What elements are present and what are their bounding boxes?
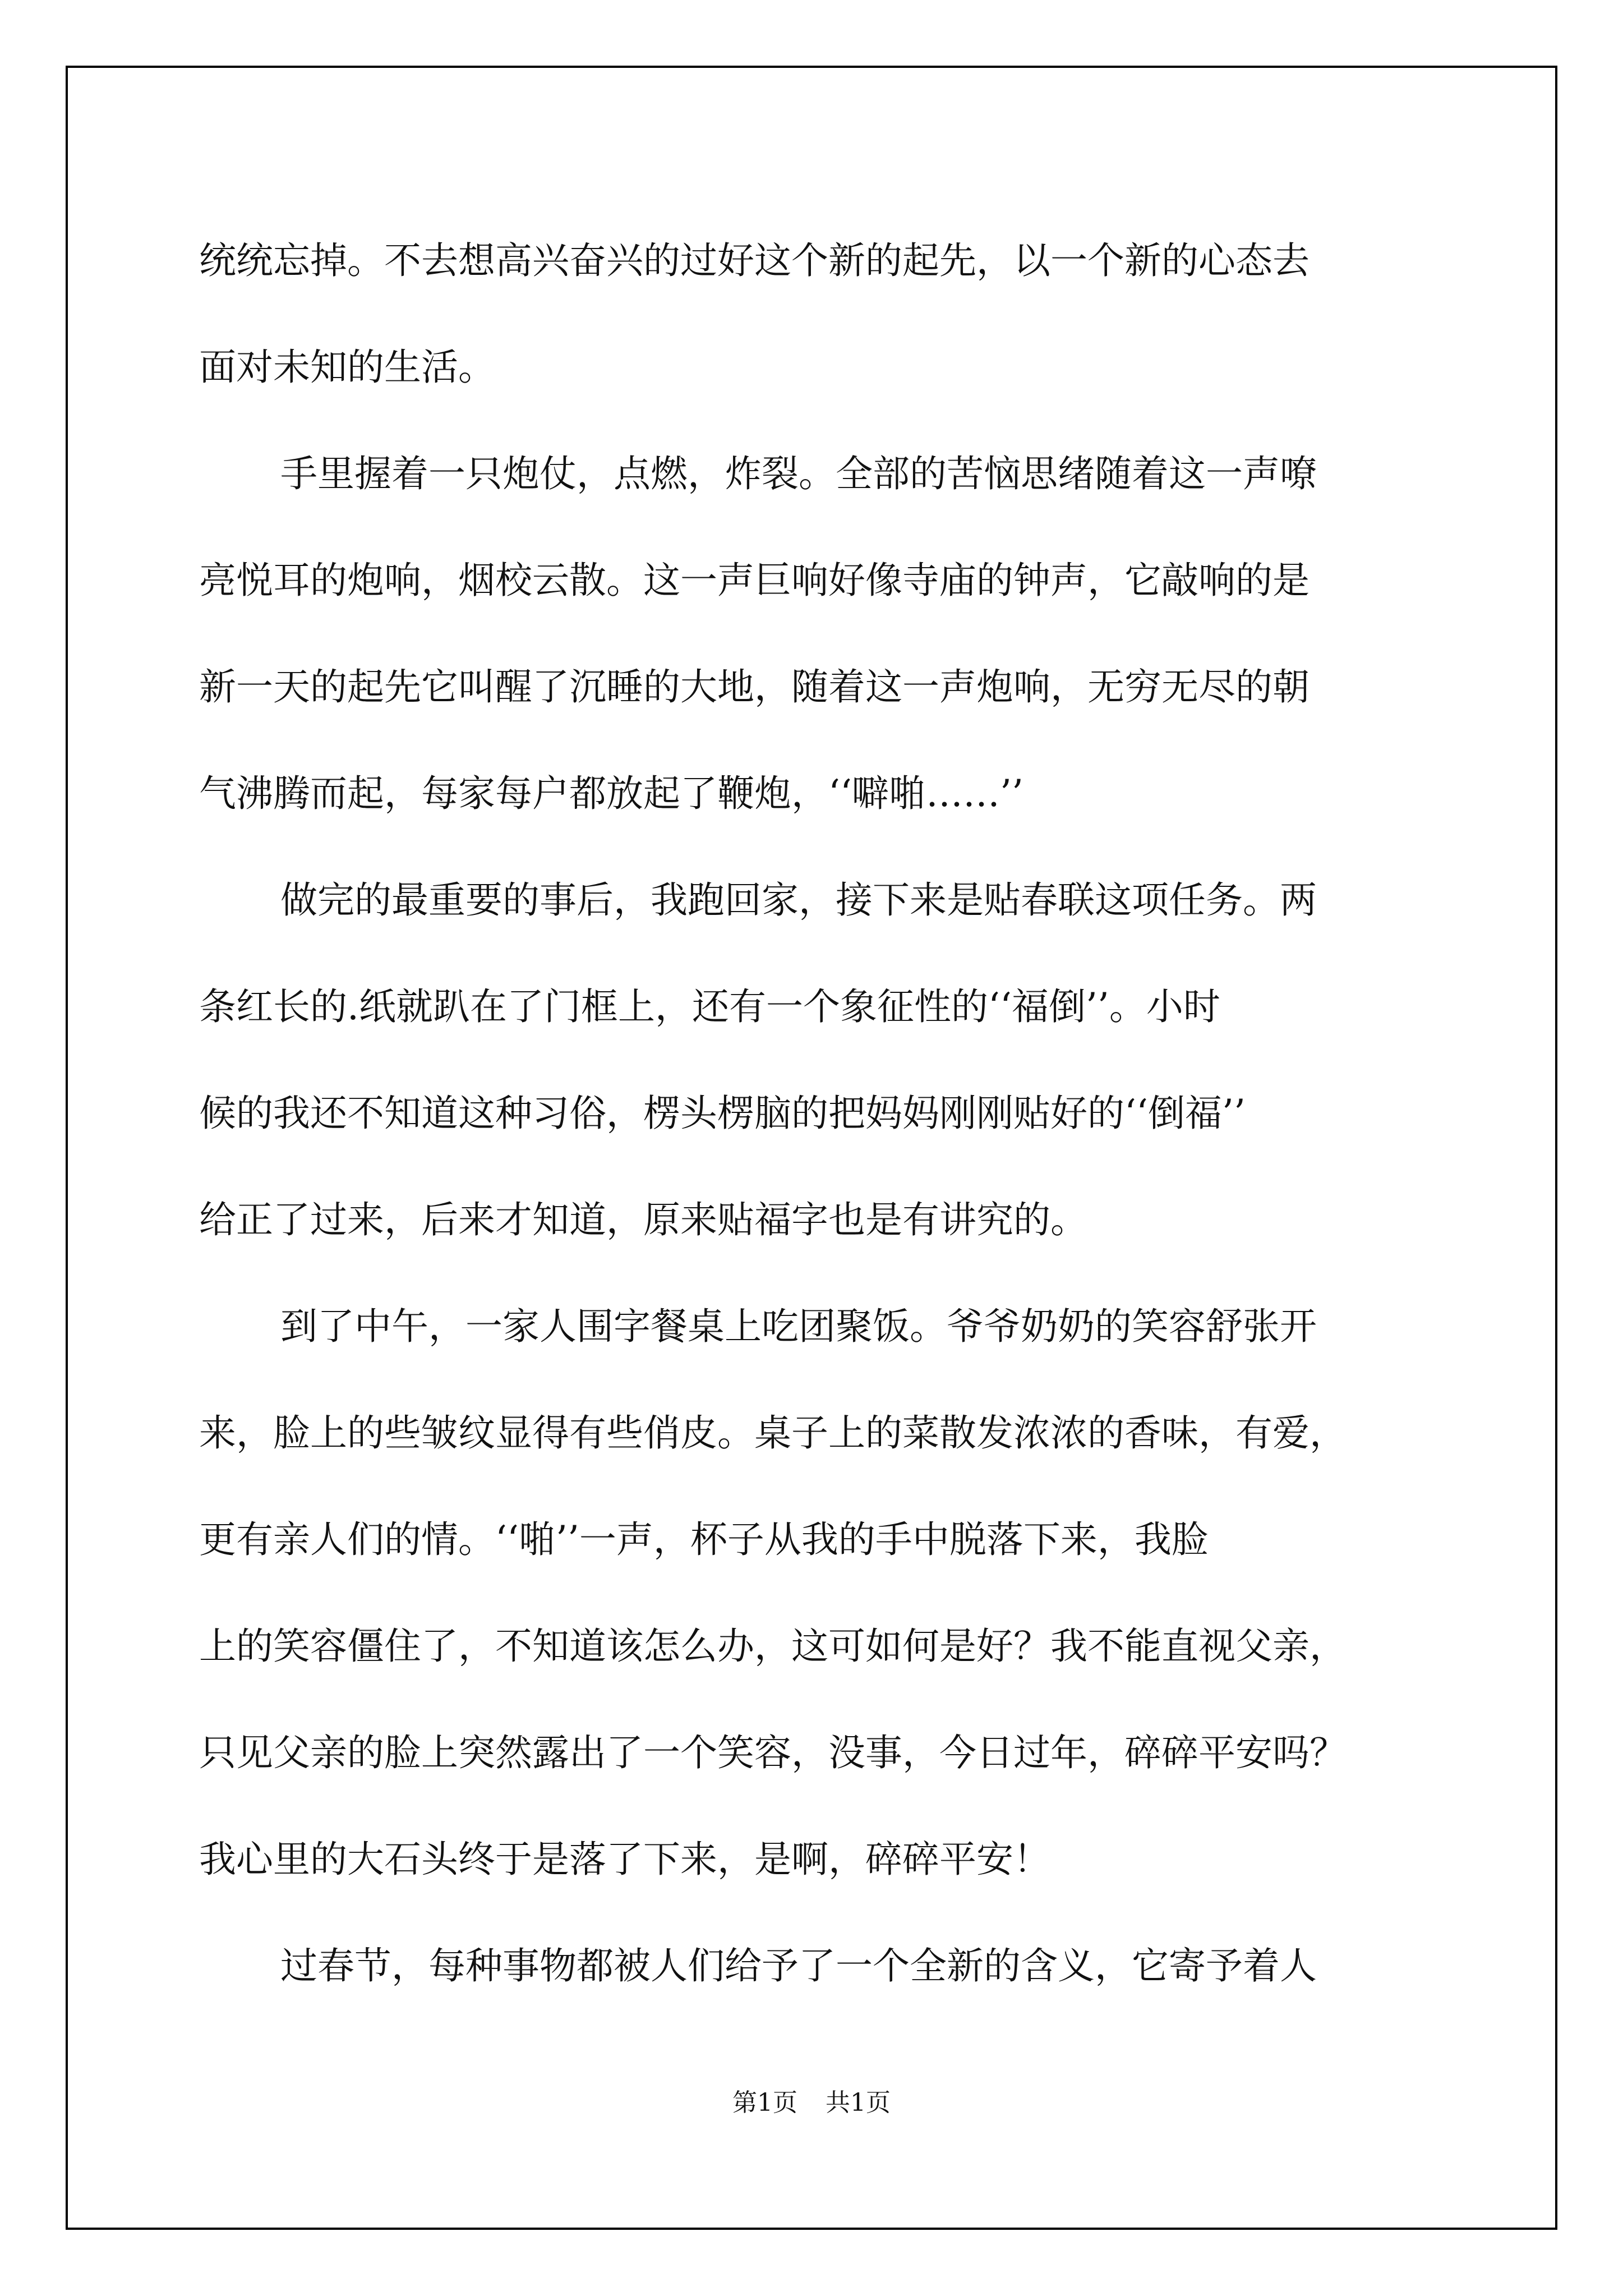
text-line: 只见父亲的脸上突然露出了一个笑容，没事，今日过年，碎碎平安吗？ <box>199 1731 1347 1774</box>
text-line: 条红长的.纸就趴在了门框上，还有一个象征性的‘‘福倒’’。小时 <box>199 985 1220 1028</box>
text-line: 手里握着一只炮仗，点燃，炸裂。全部的苦恼思绪随着这一声嘹 <box>280 452 1317 495</box>
page-number: 第1页 <box>732 2088 797 2117</box>
page-total: 共1页 <box>826 2088 891 2117</box>
text-line: 来，脸上的些皱纹显得有些俏皮。桌子上的菜散发浓浓的香味，有爱， <box>199 1411 1347 1455</box>
text-line: 过春节，每种事物都被人们给予了一个全新的含义，它寄予着人 <box>280 1944 1317 1987</box>
text-line: 到了中午，一家人围字餐桌上吃团聚饭。爷爷奶奶的笑容舒张开 <box>280 1305 1317 1348</box>
page-footer <box>0 2082 1623 2118</box>
text-line: 做完的最重要的事后，我跑回家，接下来是贴春联这项任务。两 <box>280 878 1317 922</box>
text-line: 气沸腾而起，每家每户都放起了鞭炮，‘‘噼啪……’’ <box>199 772 1023 815</box>
text-line: 面对未知的生活。 <box>199 346 495 389</box>
text-line: 我心里的大石头终于是落了下来，是啊，碎碎平安！ <box>199 1838 1050 1881</box>
text-line: 统统忘掉。不去想高兴奋兴的过好这个新的起先，以一个新的心态去 <box>199 239 1310 282</box>
text-line: 给正了过来，后来才知道，原来贴福字也是有讲究的。 <box>199 1198 1087 1241</box>
document-body <box>199 208 1438 2019</box>
text-line: 更有亲人们的情。‘‘啪’’一声，杯子从我的手中脱落下来，我脸 <box>199 1518 1209 1561</box>
text-line: 上的笑容僵住了，不知道该怎么办，这可如何是好？我不能直视父亲， <box>199 1625 1347 1668</box>
text-line: 新一天的起先它叫醒了沉睡的大地，随着这一声炮响，无穷无尽的朝 <box>199 665 1310 708</box>
text-line: 候的我还不知道这种习俗，楞头楞脑的把妈妈刚刚贴好的‘‘倒福’’ <box>199 1092 1246 1135</box>
text-line: 亮悦耳的炮响，烟校云散。这一声巨响好像寺庙的钟声，它敲响的是 <box>199 559 1310 602</box>
